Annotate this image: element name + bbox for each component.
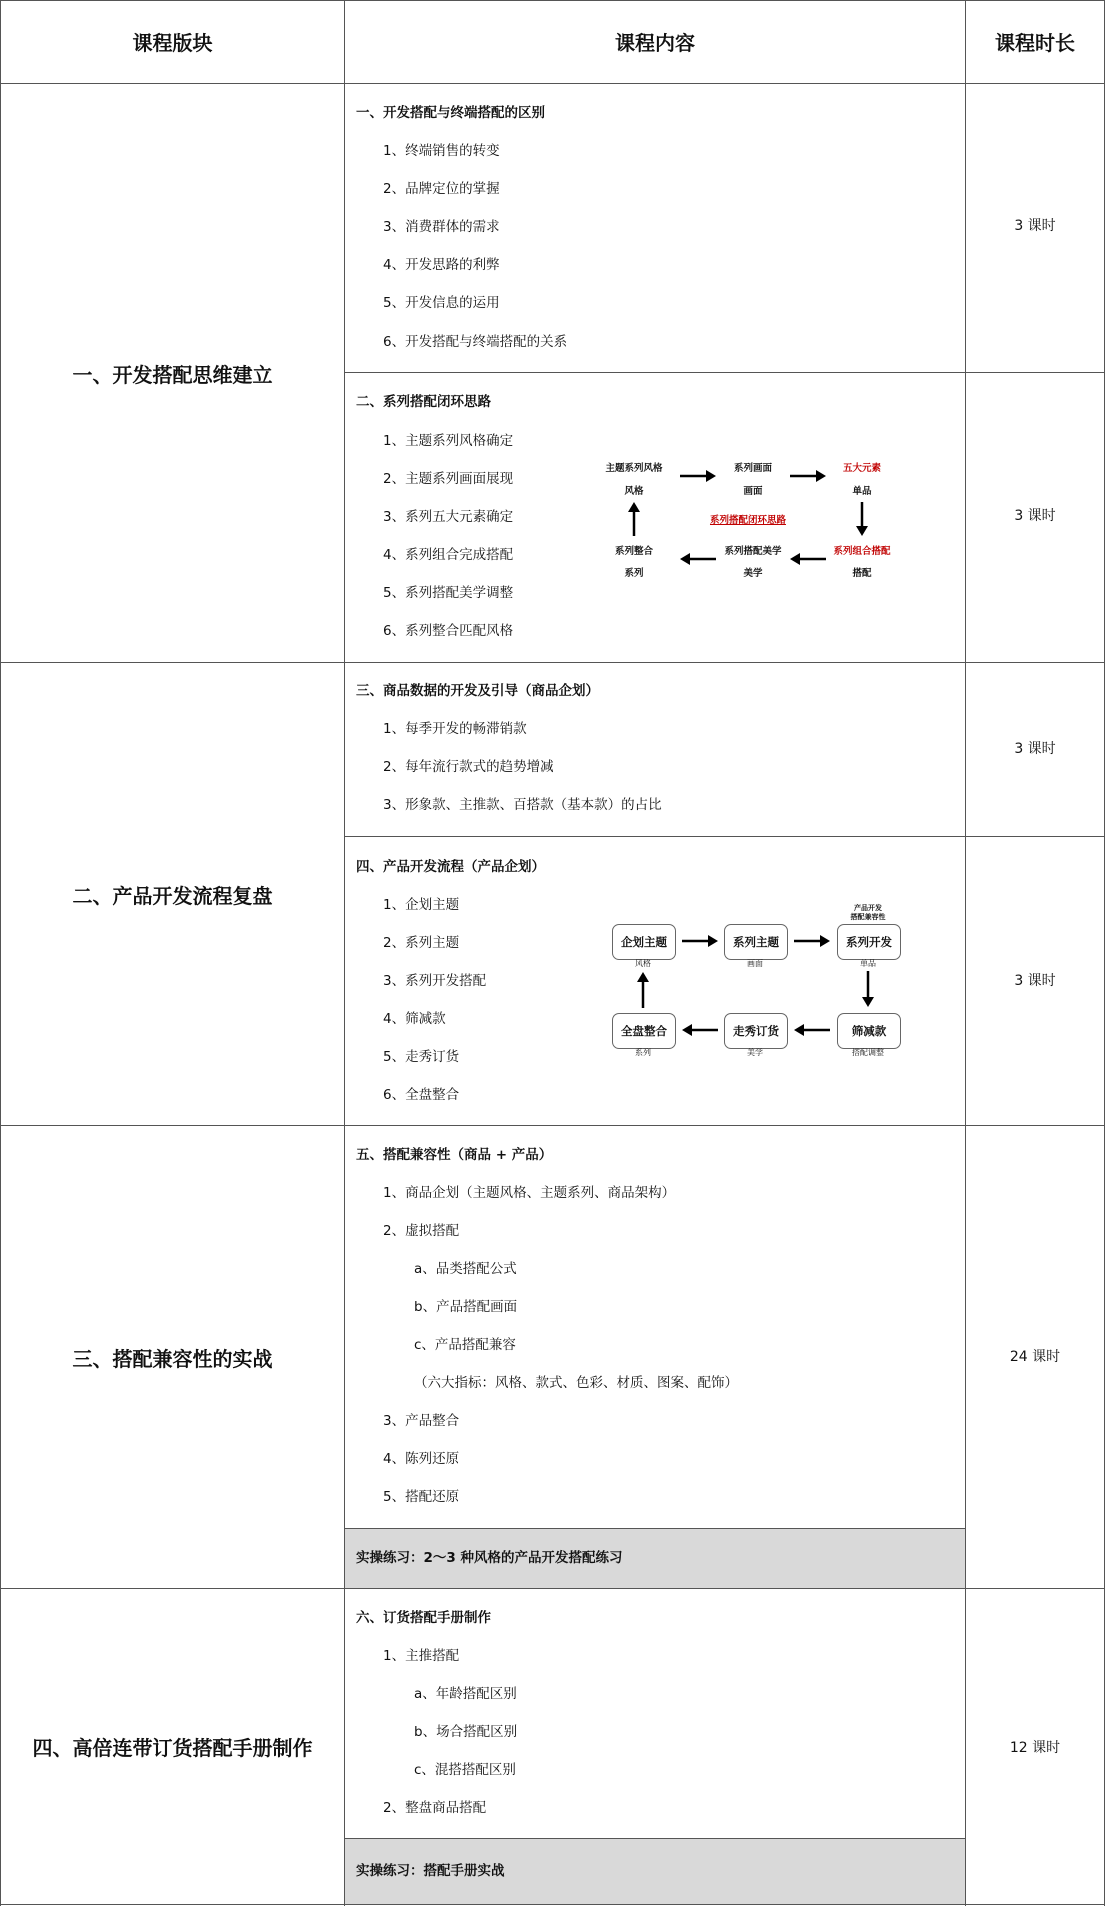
- duration-value: 24 课时: [1009, 1349, 1061, 1365]
- flow-box: 系列主题: [724, 924, 788, 960]
- arrow-up-icon: [626, 500, 642, 538]
- flow-box-label: 美学: [747, 1048, 763, 1057]
- list-item: 4、筛减款: [383, 1011, 446, 1027]
- arrow-left-icon: [680, 1022, 720, 1038]
- header-module: 课程版块: [132, 31, 213, 55]
- flow-box-label: 画面: [747, 959, 763, 968]
- flow-box: 走秀订货: [724, 1013, 788, 1049]
- list-item: 2、主题系列画面展现: [383, 471, 514, 487]
- header-content: 课程内容: [615, 31, 695, 55]
- practice-exercise: 实操练习：2～3 种风格的产品开发搭配练习: [356, 1550, 623, 1566]
- section-heading: 二、系列搭配闭环思路: [356, 394, 491, 410]
- list-item: 5、搭配还原: [383, 1489, 460, 1505]
- sub-list-note: （六大指标：风格、款式、色彩、材质、图案、配饰）: [414, 1375, 738, 1391]
- list-item: 3、产品整合: [383, 1413, 460, 1429]
- arrow-down-icon: [854, 500, 870, 538]
- module-title: 四、高倍连带订货搭配手册制作: [32, 1736, 313, 1760]
- list-item: 3、形象款、主推款、百搭款（基本款）的占比: [383, 797, 662, 813]
- arrow-right-icon: [678, 468, 718, 484]
- diagram-node-sub: 单品: [852, 486, 872, 497]
- list-item: 2、系列主题: [383, 935, 460, 951]
- arrow-left-icon: [678, 551, 718, 567]
- arrow-down-icon: [860, 969, 876, 1009]
- sub-list-item: a、年龄搭配区别: [414, 1686, 517, 1702]
- module-title: 三、搭配兼容性的实战: [72, 1346, 273, 1371]
- diagram-center-title: 系列搭配闭环思路: [709, 515, 786, 526]
- list-item: 5、开发信息的运用: [383, 295, 500, 311]
- list-item: 5、系列搭配美学调整: [383, 585, 514, 601]
- duration-value: 3 课时: [1014, 973, 1056, 989]
- list-item: 3、消费群体的需求: [383, 219, 500, 235]
- duration-value: 3 课时: [1014, 508, 1056, 524]
- flow-box: 企划主题: [612, 924, 676, 960]
- row-divider: [344, 1528, 965, 1529]
- duration-value: 3 课时: [1014, 741, 1056, 757]
- section-heading: 一、开发搭配与终端搭配的区别: [356, 105, 545, 121]
- sub-list-item: b、场合搭配区别: [414, 1724, 518, 1740]
- diagram-node-title: 系列整合: [614, 546, 653, 557]
- diagram-node-sub: 系列: [624, 568, 644, 579]
- list-item: 6、全盘整合: [383, 1087, 460, 1103]
- section-heading: 五、搭配兼容性（商品 + 产品）: [356, 1147, 553, 1163]
- list-item: 2、每年流行款式的趋势增减: [383, 759, 554, 775]
- arrow-left-icon: [788, 551, 828, 567]
- flow-box: 筛减款: [837, 1013, 901, 1049]
- list-item: 6、系列整合匹配风格: [383, 623, 514, 639]
- diagram-node-title: 五大元素: [842, 463, 881, 474]
- arrow-up-icon: [635, 970, 651, 1010]
- flow-box-label: 单品: [860, 959, 876, 968]
- list-item: 4、陈列还原: [383, 1451, 460, 1467]
- arrow-left-icon: [792, 1022, 832, 1038]
- list-item: 5、走秀订货: [383, 1049, 460, 1065]
- diagram-node-title: 主题系列风格: [605, 463, 663, 474]
- flow-box: 全盘整合: [612, 1013, 676, 1049]
- list-item: 1、企划主题: [383, 897, 460, 913]
- duration-value: 12 课时: [1009, 1740, 1061, 1756]
- diagram-node-sub: 画面: [743, 486, 763, 497]
- section-heading: 三、商品数据的开发及引导（商品企划）: [356, 683, 599, 699]
- arrow-right-icon: [680, 933, 720, 949]
- section-heading: 六、订货搭配手册制作: [356, 1610, 491, 1626]
- list-item: 1、主推搭配: [383, 1648, 460, 1664]
- flow-box-label: 搭配调整: [852, 1048, 884, 1057]
- table-border: [1104, 0, 1105, 1906]
- table-border: [0, 1904, 1105, 1905]
- diagram-node-title: 系列搭配美学: [724, 546, 782, 557]
- sub-list-item: b、产品搭配画面: [414, 1299, 518, 1315]
- flow-box-label: 风格: [635, 959, 651, 968]
- sub-list-item: c、产品搭配兼容: [414, 1337, 516, 1353]
- header-duration: 课程时长: [995, 31, 1075, 55]
- row-divider: [344, 1838, 965, 1839]
- column-divider: [344, 0, 345, 1906]
- list-item: 4、开发思路的利弊: [383, 257, 500, 273]
- list-item: 1、商品企划（主题风格、主题系列、商品架构）: [383, 1185, 676, 1201]
- diagram-node-sub: 风格: [624, 486, 644, 497]
- duration-value: 3 课时: [1014, 218, 1056, 234]
- row-divider: [344, 372, 1105, 373]
- diagram-node-sub: 美学: [743, 568, 763, 579]
- list-item: 1、主题系列风格确定: [383, 433, 514, 449]
- section-heading: 四、产品开发流程（产品企划）: [356, 859, 545, 875]
- practice-exercise: 实操练习：搭配手册实战: [356, 1863, 505, 1879]
- sub-list-item: a、品类搭配公式: [414, 1261, 517, 1277]
- column-divider: [965, 0, 966, 1906]
- module-title: 一、开发搭配思维建立: [72, 362, 273, 387]
- list-item: 1、每季开发的畅滞销款: [383, 721, 527, 737]
- flow-box-top-label: 搭配兼容性: [850, 913, 886, 921]
- list-item: 2、品牌定位的掌握: [383, 181, 500, 197]
- diagram-node-title: 系列组合搭配: [833, 546, 891, 557]
- row-divider: [344, 836, 1105, 837]
- list-item: 2、整盘商品搭配: [383, 1800, 487, 1816]
- arrow-right-icon: [788, 468, 828, 484]
- sub-list-item: c、混搭搭配区别: [414, 1762, 516, 1778]
- flow-box: 系列开发: [837, 924, 901, 960]
- flow-box-label: 系列: [635, 1048, 651, 1057]
- list-item: 1、终端销售的转变: [383, 143, 500, 159]
- module-title: 二、产品开发流程复盘: [72, 883, 273, 908]
- list-item: 4、系列组合完成搭配: [383, 547, 514, 563]
- flow-box-top-label: 产品开发: [854, 904, 882, 912]
- list-item: 2、虚拟搭配: [383, 1223, 460, 1239]
- list-item: 6、开发搭配与终端搭配的关系: [383, 334, 568, 350]
- diagram-node-title: 系列画面: [733, 463, 772, 474]
- list-item: 3、系列开发搭配: [383, 973, 487, 989]
- diagram-node-sub: 搭配: [852, 568, 872, 579]
- arrow-right-icon: [792, 933, 832, 949]
- list-item: 3、系列五大元素确定: [383, 509, 514, 525]
